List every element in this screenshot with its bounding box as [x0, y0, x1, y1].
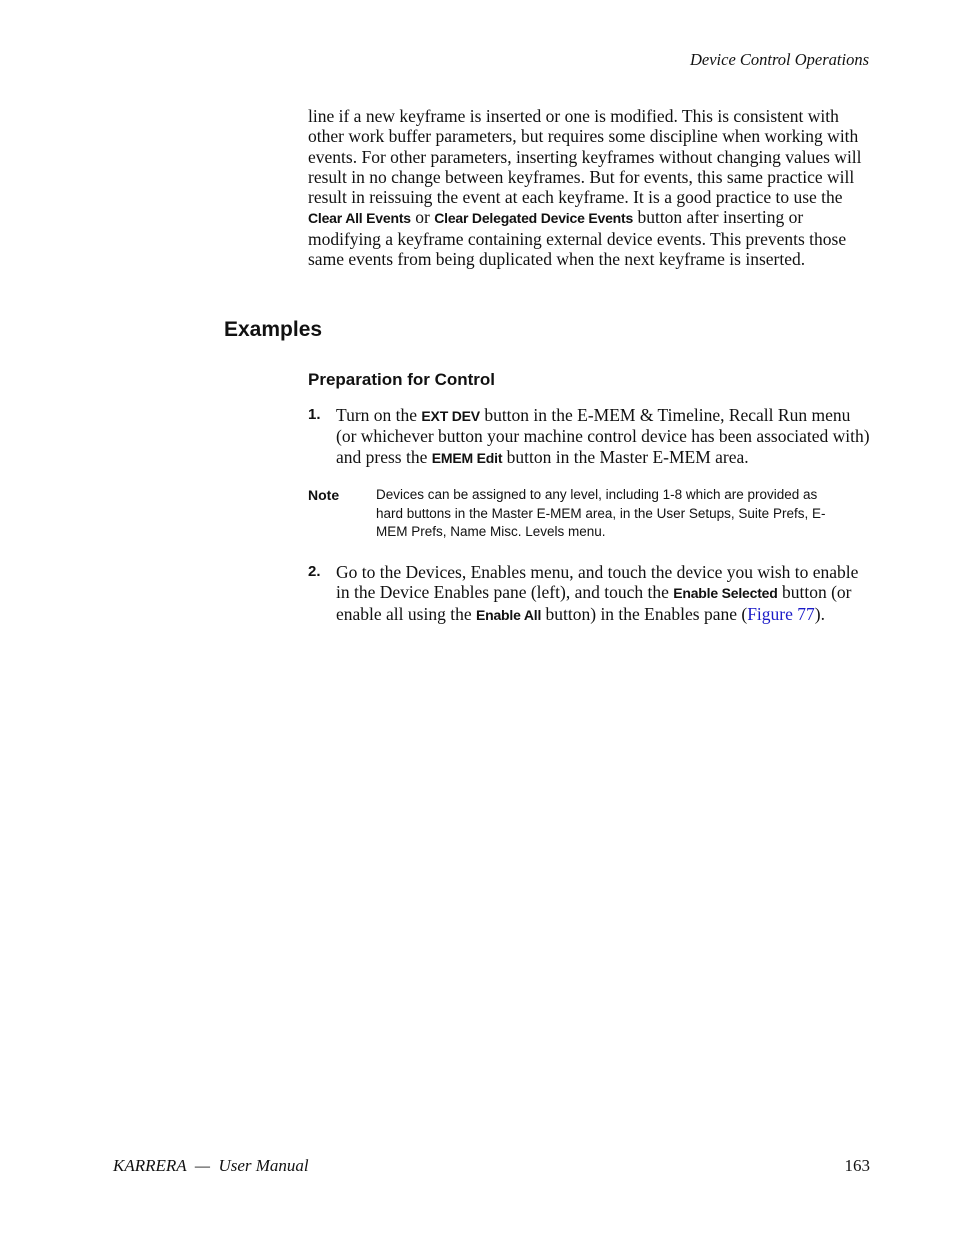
step-text-part: button in the E-MEM & Timeline, Recall Run menu (or whichever button your machine control device has been associated with) and press the [336, 405, 870, 467]
intro-text: button after inserting or modifying a keyframe containing external device events. This prevents those same events from being duplicated when the next keyframe is inserted. [308, 207, 847, 270]
step-2 [308, 562, 870, 625]
step-number: 2. [308, 563, 321, 580]
section-heading: Examples [224, 318, 323, 341]
ext-dev-label: EXT DEV [421, 408, 480, 424]
note-label: Note [308, 487, 340, 503]
running-header: Device Control Operations [689, 50, 869, 69]
subsection-heading: Preparation for Control [308, 370, 496, 389]
step-text-part: button (or enable all using the [336, 582, 852, 624]
enable-all-label: Enable All [475, 606, 542, 623]
step-text-part: Turn on the [336, 405, 422, 425]
running-footer [113, 1156, 870, 1176]
intro-text: or [410, 207, 435, 228]
note-block [308, 486, 848, 542]
step-text [336, 562, 870, 625]
clear-delegated-device-events-label: Clear Delegated Device Events [434, 210, 634, 227]
step-text [336, 405, 870, 468]
step-number: 1. [308, 406, 321, 423]
note-text: Devices can be assigned to any level, including 1-8 which are provided as hard buttons in the Master E-MEM area, in the User Setups, Suite Prefs, E-MEM Prefs, Name Misc. Levels menu. [376, 487, 826, 539]
emem-edit-label: EMEM Edit [431, 449, 503, 466]
step-text-part: ). [814, 603, 825, 624]
figure-77-link[interactable]: Figure 77 [747, 603, 815, 624]
step-1 [308, 405, 870, 468]
intro-paragraph [308, 106, 870, 269]
enable-selected-label: Enable Selected [673, 585, 778, 602]
step-text-part: Go to the Devices, Enables menu, and touch the device you wish to enable in the Device Enables pane (left), and touch the [336, 562, 859, 603]
page-number: 163 [844, 1156, 870, 1175]
step-text-part: button in the Master E-MEM area. [502, 446, 749, 467]
intro-text: line if a new keyframe is inserted or one is modified. This is consistent with other work buffer parameters, but requires some discipline when working with events. For other parameters, inserting keyframes without changing values will result in no change between keyframes. But for events, this same practice will result in reissuing the event at each keyframe. It is a good practice to use the [308, 106, 862, 208]
footer-doc-title: KARRERA — User Manual [113, 1156, 309, 1175]
clear-all-events-label: Clear All Events [308, 210, 411, 227]
step-text-part: button) in the Enables pane ( [541, 603, 748, 624]
